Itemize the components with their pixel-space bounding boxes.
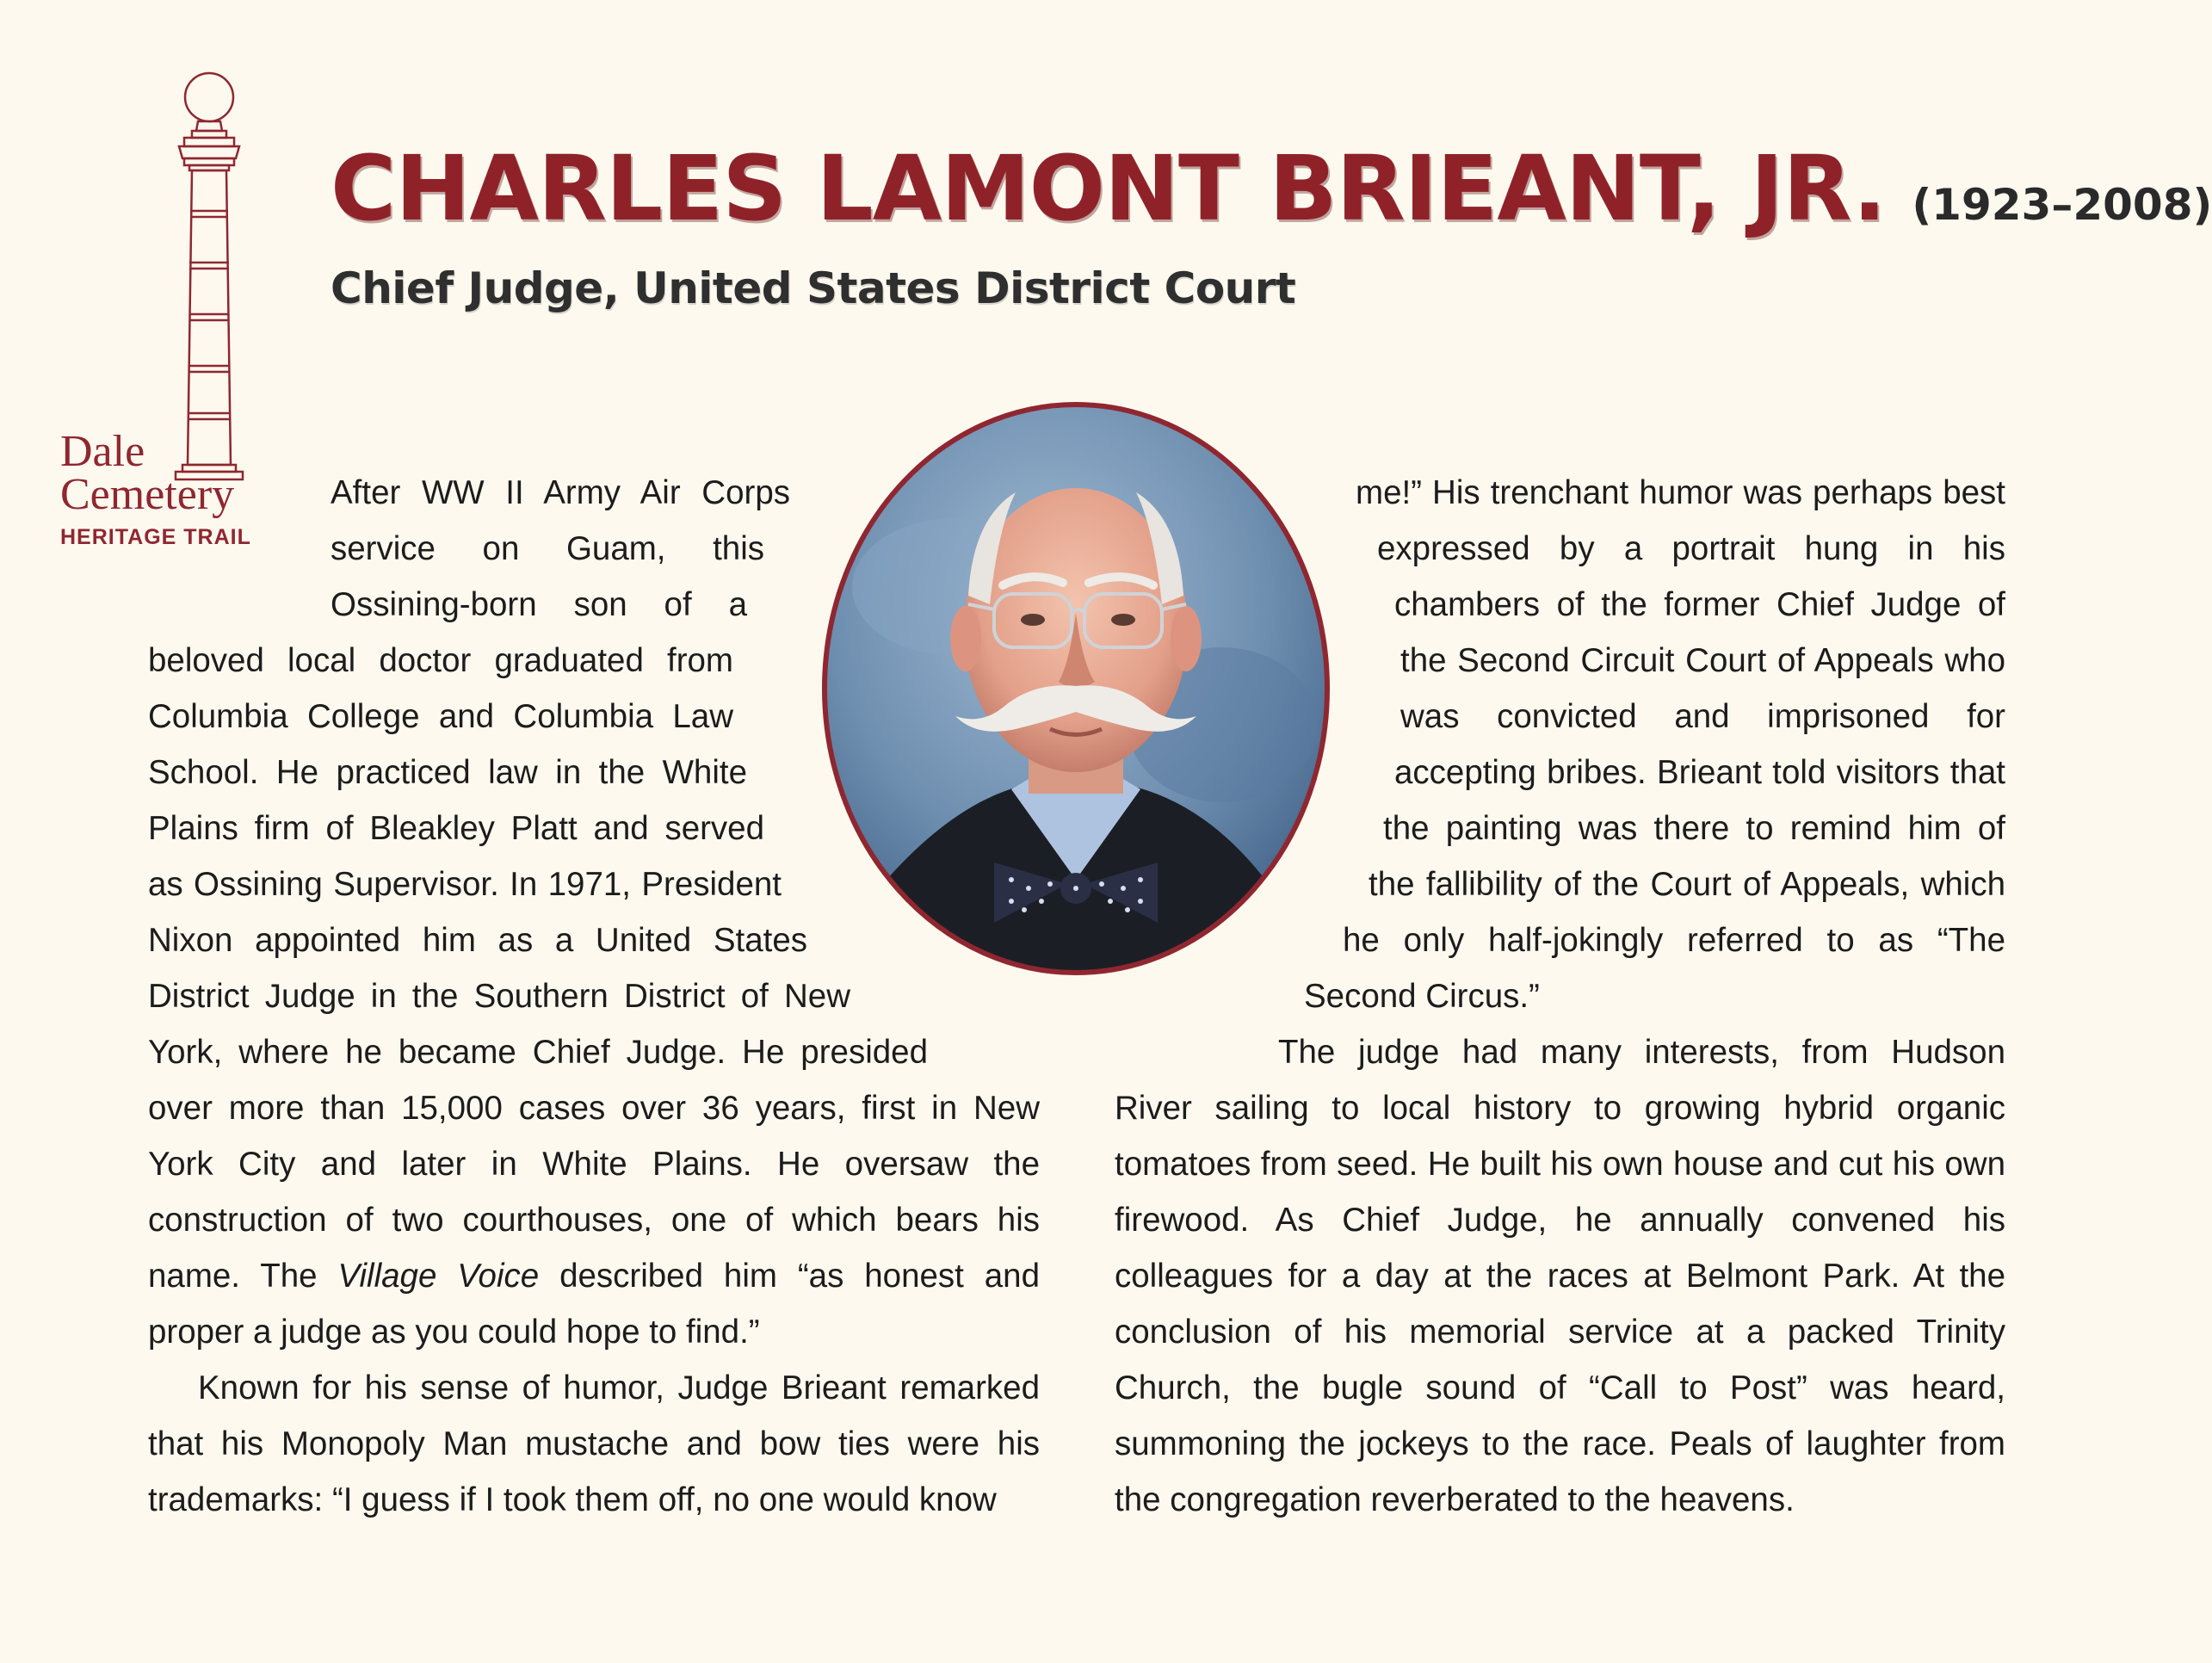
- logo-line-dale: Dale: [60, 427, 145, 476]
- title-row: [331, 136, 2212, 241]
- logo-line-cemetery: Cemetery: [60, 470, 235, 519]
- life-dates: (1923–2008): [1912, 180, 2212, 230]
- page-title: CHARLES LAMONT BRIEANT, JR.: [331, 136, 1886, 241]
- left-paragraph-2: Known for his sense of humor, Judge Brieant remarked that his Monopoly Man mustache and bow ties were his trademarks: “I guess if I took them off, no one would know: [148, 1369, 1040, 1518]
- page-subtitle: Chief Judge, United States District Court: [331, 263, 1296, 313]
- logo-spacer: [148, 465, 331, 632]
- right-paragraph-2: The judge had many interests, from Hudson River sailing to local history to growing hybrid organic tomatoes from seed. He built his own house and cut his own firewood. As Chief Judge, he annually convened his colleagues for a day at the races at Belmont Park. At the conclusion of his memorial service at a packed Trinity Church, the bugle sound of “Call to Post” was heard, summoning the jockeys to the race. Peals of laughter from the congregation reverberated to the heavens.: [1115, 1034, 2005, 1518]
- right-paragraph-1: me!” His trenchant humor was perhaps best expressed by a portrait hung in his chambers of the former Chief Judge of the Second Circuit Court of Appeals who was convicted and imprisoned for accepting bribes. Brieant told visitors that the painting was there to remind him of the fallibility of the Court of Appeals, which he only half-jokingly referred to as “The Second Circus.”: [1304, 474, 2005, 1015]
- logo-line-heritage-trail: HERITAGE TRAIL: [60, 525, 251, 549]
- publication-name: Village Voice: [337, 1258, 540, 1295]
- left-paragraph-1: After WW II Army Air Corps service on Guam, this Ossining-born son of a beloved local doctor graduated from Columbia College and Columbia Law School. He practiced law in the White Plains firm of Bleakley Platt and served as Ossining Supervisor. In 1971, President Nixon appointed him as a United States District Judge in the Southern District of New York, where he became Chief Judge. He presided over more than 15,000 cases over 36 years, first in New York City and later in White Plains. He oversaw the construction of two courthouses, one of which bears his name. The Village Voice described him “as honest and proper a judge as you could hope to find.”: [148, 474, 1040, 1351]
- judge-portrait-oval: [818, 398, 1334, 980]
- column-monument-icon: [164, 69, 336, 482]
